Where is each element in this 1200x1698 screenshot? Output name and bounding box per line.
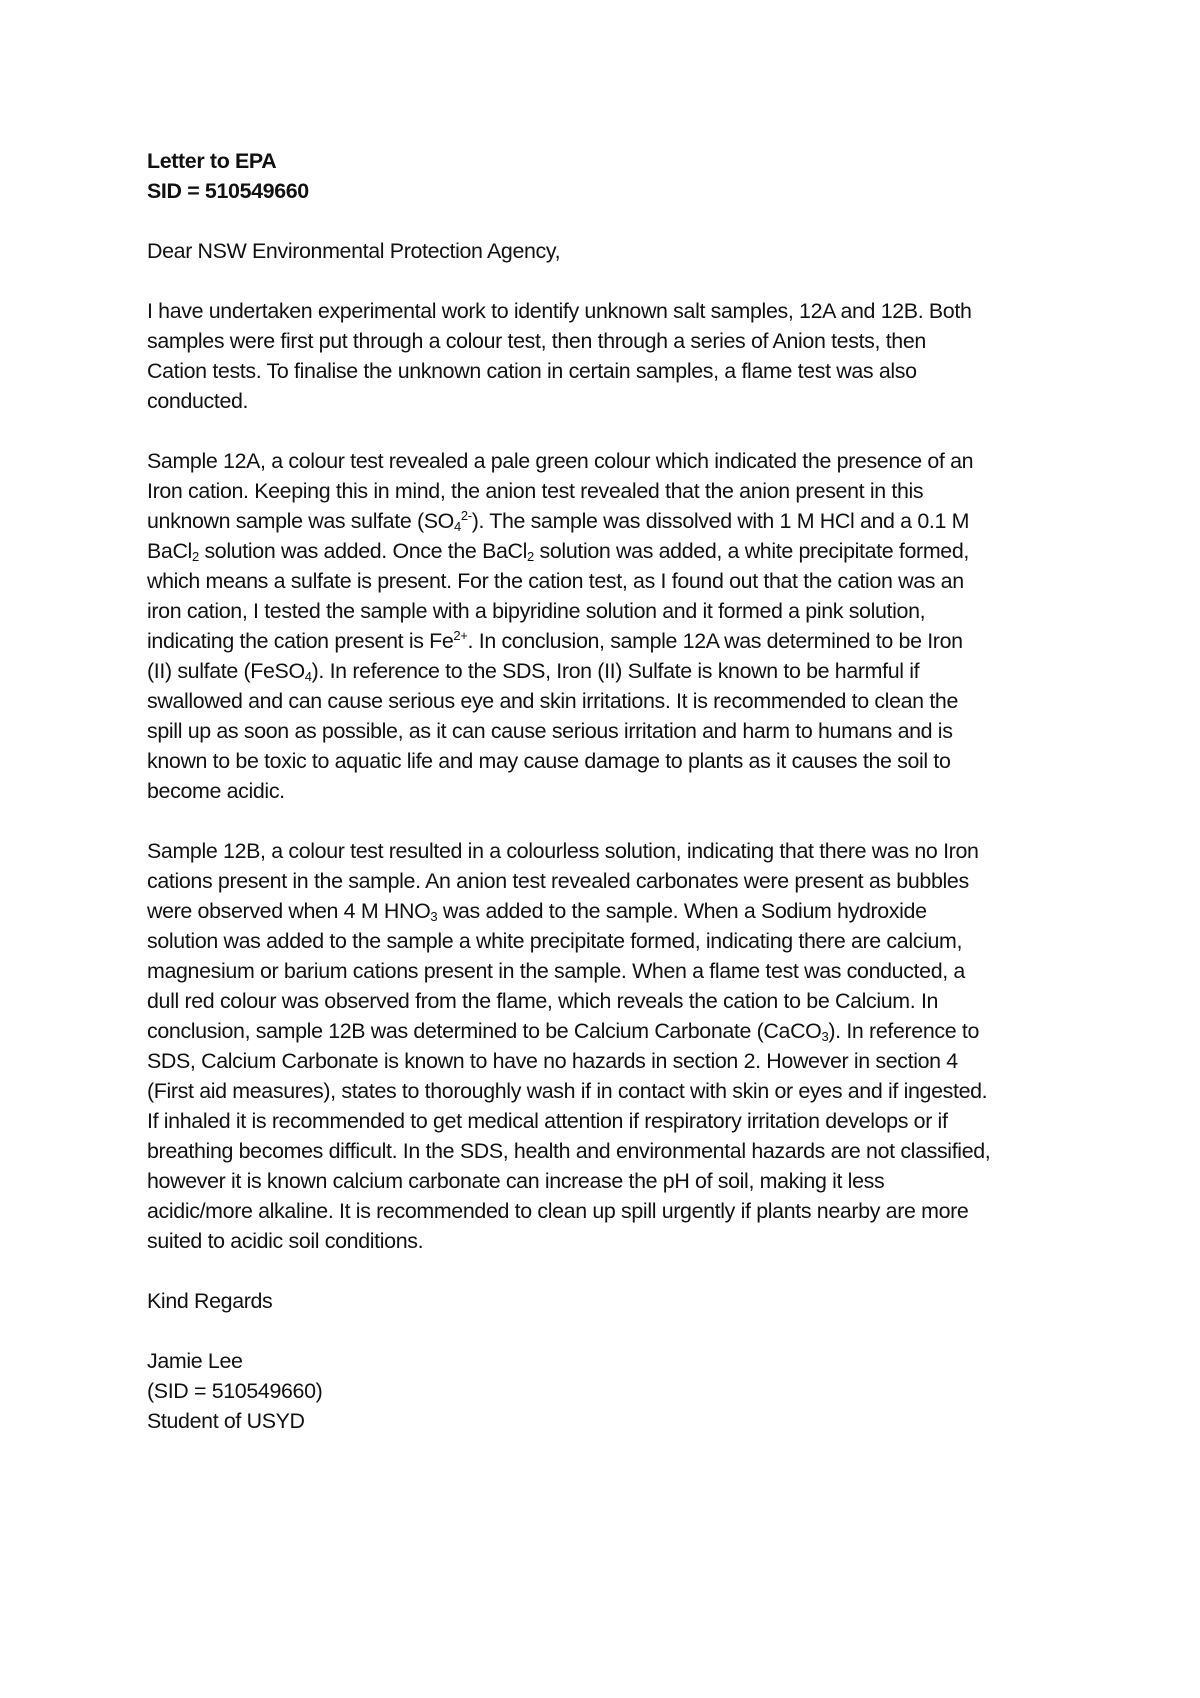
paragraph-line: dull red colour was observed from the flame, which reveals the cation to be Calcium. In xyxy=(147,989,939,1013)
salutation-text: Dear NSW Environmental Protection Agency, xyxy=(147,239,561,263)
sample-12a-paragraph xyxy=(147,446,1072,806)
text-run: solution was added. Once the BaCl xyxy=(198,539,528,563)
paragraph-line: samples were first put through a colour test, then through a series of Anion tests, then xyxy=(147,329,926,353)
text-run: (II) sulfate (FeSO xyxy=(147,659,305,683)
signature-sid: (SID = 510549660) xyxy=(147,1379,323,1403)
paragraph-line: solution was added to the sample a white precipitate formed, indicating there are calcium, xyxy=(147,929,963,953)
paragraph-line: suited to acidic soil conditions. xyxy=(147,1229,424,1253)
paragraph-line: SDS, Calcium Carbonate is known to have no hazards in section 2. However in section 4 xyxy=(147,1049,958,1073)
paragraph-line: I have undertaken experimental work to identify unknown salt samples, 12A and 12B. Both xyxy=(147,299,972,323)
text-run: solution was added, a white precipitate formed, xyxy=(533,539,969,563)
text-run: conclusion, sample 12B was determined to be Calcium Carbonate (CaCO xyxy=(147,1019,822,1043)
text-run: . In conclusion, sample 12A was determined to be Iron xyxy=(467,629,963,653)
paragraph-line: (First aid measures), states to thoroughly wash if in contact with skin or eyes and if ingested. xyxy=(147,1079,988,1103)
text-run: ). In reference to xyxy=(828,1019,980,1043)
text-run: ). In reference to the SDS, Iron (II) Sulfate is known to be harmful if xyxy=(311,659,920,683)
paragraph-line: swallowed and can cause serious eye and skin irritations. It is recommended to clean the xyxy=(147,689,959,713)
paragraph-line xyxy=(147,896,1072,926)
paragraph-line: iron cation, I tested the sample with a bipyridine solution and it formed a pink solution, xyxy=(147,599,926,623)
subscript: 4 xyxy=(304,669,312,684)
sid-line: SID = 510549660 xyxy=(147,179,309,203)
paragraph-line: however it is known calcium carbonate can increase the pH of soil, making it less xyxy=(147,1169,885,1193)
signature-name: Jamie Lee xyxy=(147,1349,243,1373)
closing xyxy=(147,1286,1072,1316)
paragraph-line: which means a sulfate is present. For the cation test, as I found out that the cation was an xyxy=(147,569,964,593)
paragraph-line xyxy=(147,536,1072,566)
paragraph-line: Sample 12B, a colour test resulted in a colourless solution, indicating that there was no Iron xyxy=(147,839,979,863)
paragraph-line: breathing becomes difficult. In the SDS, health and environmental hazards are not classified, xyxy=(147,1139,991,1163)
intro-paragraph xyxy=(147,296,1072,416)
paragraph-line: spill up as soon as possible, as it can cause serious irritation and harm to humans and is xyxy=(147,719,953,743)
text-run: ). The sample was dissolved with 1 M HCl and a 0.1 M xyxy=(471,509,970,533)
paragraph-line: Cation tests. To finalise the unknown cation in certain samples, a flame test was also xyxy=(147,359,917,383)
paragraph-line: magnesium or barium cations present in the sample. When a flame test was conducted, a xyxy=(147,959,965,983)
letter-header xyxy=(147,146,1072,206)
paragraph-line: conducted. xyxy=(147,389,249,413)
paragraph-line xyxy=(147,626,1072,656)
paragraph-line xyxy=(147,1016,1072,1046)
text-run: was added to the sample. When a Sodium hydroxide xyxy=(437,899,927,923)
paragraph-line: known to be toxic to aquatic life and may cause damage to plants as it causes the soil to xyxy=(147,749,951,773)
subscript: 4 xyxy=(453,519,461,534)
text-run: were observed when 4 M HNO xyxy=(147,899,431,923)
paragraph-line xyxy=(147,506,1072,536)
superscript: 2- xyxy=(460,508,472,523)
subscript: 2 xyxy=(527,549,534,564)
superscript: 2+ xyxy=(453,628,468,643)
paragraph-line: become acidic. xyxy=(147,779,285,803)
paragraph-line: acidic/more alkaline. It is recommended to clean up spill urgently if plants nearby are more xyxy=(147,1199,969,1223)
text-run: indicating the cation present is Fe xyxy=(147,629,454,653)
paragraph-line xyxy=(147,656,1072,686)
salutation xyxy=(147,236,1072,266)
subscript: 3 xyxy=(821,1029,829,1044)
subscript: 3 xyxy=(430,909,438,924)
signature-role: Student of USYD xyxy=(147,1409,305,1433)
letter-title: Letter to EPA xyxy=(147,149,277,173)
paragraph-line: cations present in the sample. An anion test revealed carbonates were present as bubbles xyxy=(147,869,969,893)
text-run: BaCl xyxy=(147,539,192,563)
paragraph-line: If inhaled it is recommended to get medical attention if respiratory irritation develops or if xyxy=(147,1109,948,1133)
paragraph-line: Iron cation. Keeping this in mind, the anion test revealed that the anion present in this xyxy=(147,479,924,503)
text-run: unknown sample was sulfate (SO xyxy=(147,509,454,533)
paragraph-line: Sample 12A, a colour test revealed a pale green colour which indicated the presence of an xyxy=(147,449,974,473)
sample-12b-paragraph xyxy=(147,836,1072,1256)
closing-text: Kind Regards xyxy=(147,1289,273,1313)
letter-page xyxy=(147,146,1072,1436)
signature-block xyxy=(147,1346,1072,1436)
subscript: 2 xyxy=(191,549,199,564)
